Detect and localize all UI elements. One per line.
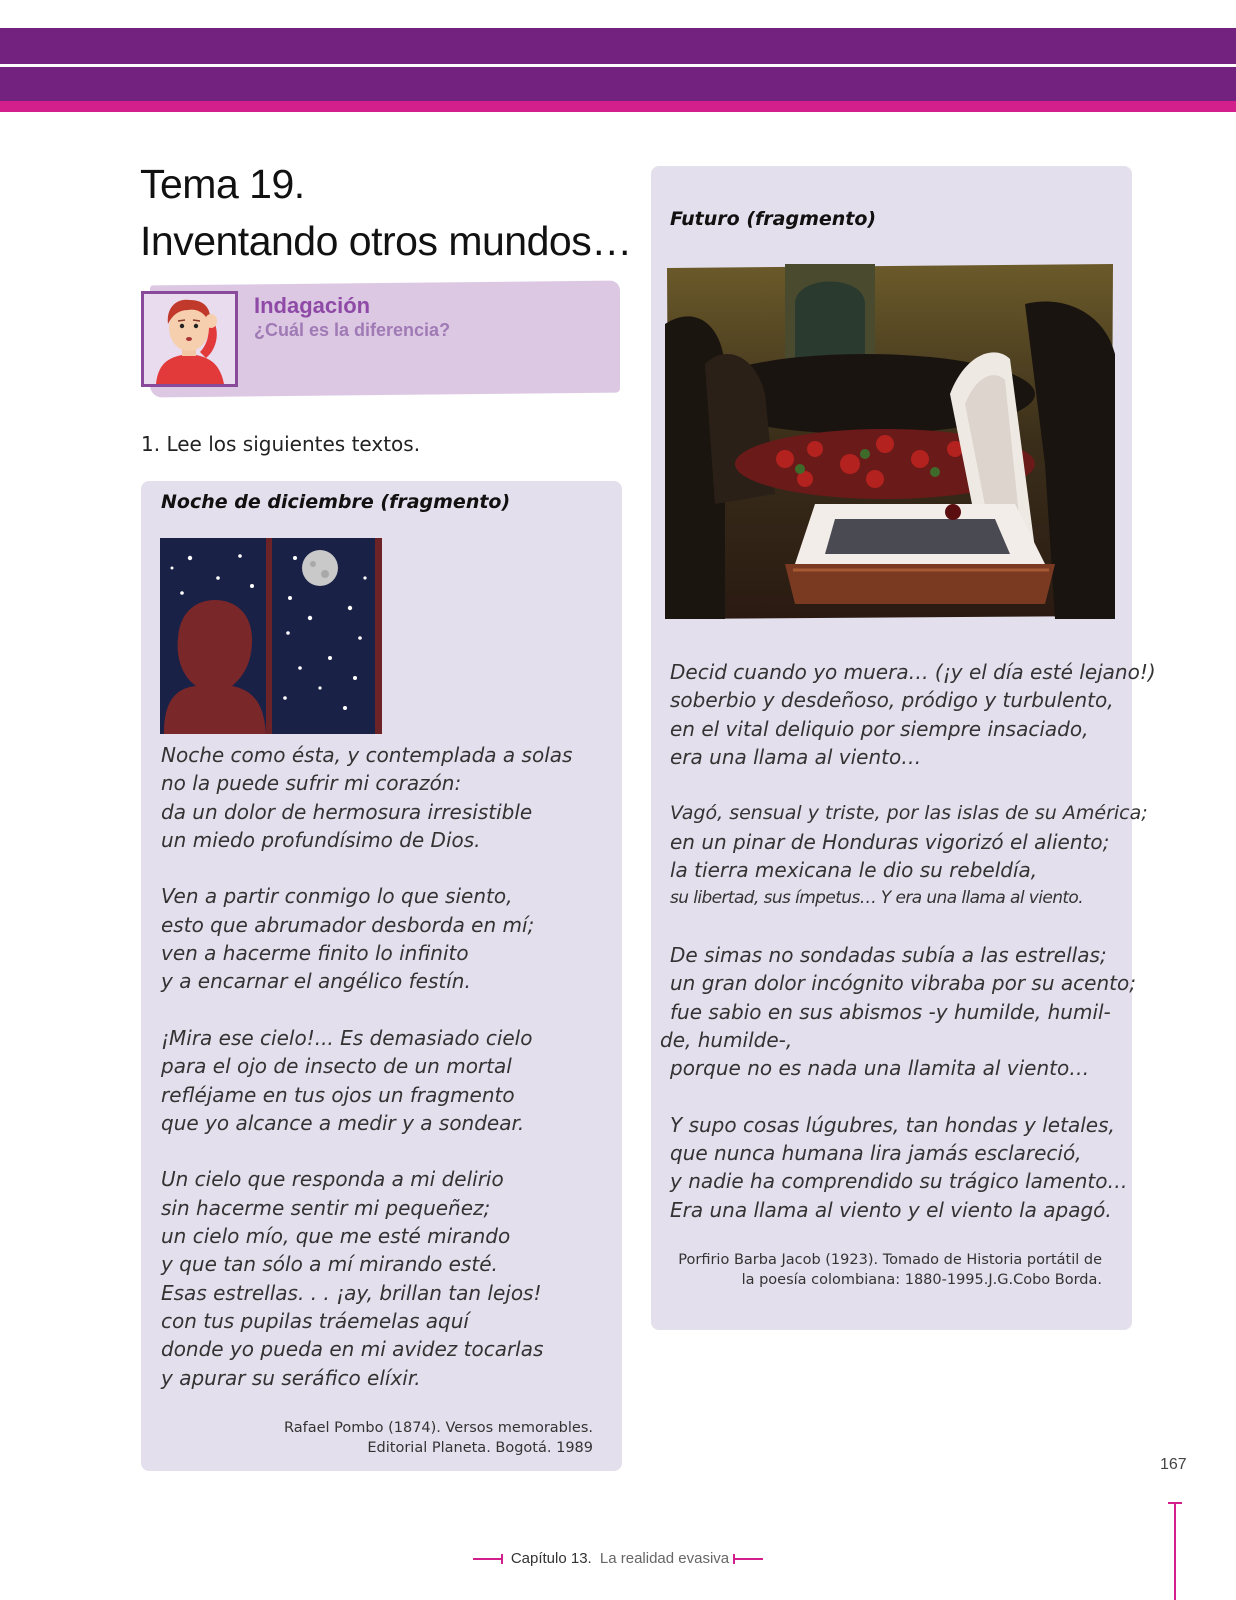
poem-line: soberbio y desdeñoso, pródigo y turbulento,: [670, 688, 1114, 713]
poem-line: Ven a partir conmigo lo que siento,: [161, 884, 513, 909]
credit-line: Porfirio Barba Jacob (1923). Tomado de Historia portátil de: [678, 1252, 1102, 1268]
poem-line: Noche como ésta, y contemplada a solas: [161, 743, 573, 767]
poem-line: ven a hacerme finito lo infinito: [161, 941, 469, 966]
credit-line: la poesía colombiana: 1880-1995.J.G.Cobo Borda.: [741, 1272, 1102, 1288]
poem-right-stanza: [670, 799, 1156, 912]
poem-line: ¡Mira ese cielo!... Es demasiado cielo: [161, 1025, 533, 1050]
poem-line: no la puede sufrir mi corazón:: [161, 771, 462, 796]
header-accent-stripe: [0, 101, 1236, 112]
poem-line: era una llama al viento…: [670, 744, 922, 769]
header-banner: [0, 28, 1236, 64]
funeral-photo: [665, 264, 1115, 619]
indagacion-subtitle: ¿Cuál es la diferencia?: [254, 320, 451, 340]
poem-line: que nunca humana lira jamás esclareció,: [670, 1141, 1082, 1166]
poem-line: de, humilde-,: [660, 1027, 793, 1052]
poem-line: porque no es nada una llamita al viento…: [670, 1056, 1090, 1081]
poem-line: con tus pupilas tráemelas aquí: [161, 1308, 469, 1333]
poem-left-stanza: [161, 1165, 572, 1391]
poem-line: Un cielo que responda a mi delirio: [161, 1167, 504, 1192]
poem-line: un gran dolor incógnito vibraba por su acento;: [670, 971, 1136, 996]
poem-line: donde yo pueda en mi avidez tocarlas: [161, 1337, 544, 1362]
poem-line: la tierra mexicana le dio su rebeldía,: [670, 858, 1038, 883]
poem-line: en el vital deliquio por siempre insaciado,: [670, 716, 1089, 741]
poem-left-stanza: [161, 741, 572, 854]
poem-left-stanza: [161, 882, 572, 995]
poem-line: da un dolor de hermosura irresistible: [161, 799, 533, 824]
credit-line: Editorial Planeta. Bogotá. 1989: [367, 1440, 593, 1456]
poem-right-credit: [678, 1250, 1102, 1290]
poem-line: en un pinar de Honduras vigorizó el aliento;: [670, 829, 1110, 854]
poem-left-credit: [284, 1418, 593, 1458]
indagacion-character-icon: [141, 291, 238, 387]
footer-chapter: Capítulo 13.: [510, 1550, 592, 1567]
header-banner-lower: [0, 67, 1236, 101]
title-line-2: Inventando otros mundos…: [140, 218, 632, 264]
page-number: 167: [1160, 1456, 1187, 1473]
poem-left-title: Noche de diciembre (fragmento): [161, 491, 511, 513]
poem-right-stanza: [670, 658, 1156, 771]
poem-line: para el ojo de insecto de un mortal: [161, 1054, 512, 1079]
poem-line: sin hacerme sentir mi pequeñez;: [161, 1195, 491, 1220]
poem-line: esto que abrumador desborda en mí;: [161, 912, 535, 937]
poem-line: que yo alcance a medir y a sondear.: [161, 1110, 525, 1135]
poem-line: y a encarnar el angélico festín.: [161, 969, 471, 994]
poem-left-body: [161, 741, 572, 1392]
indagacion-title: Indagación: [254, 293, 371, 318]
poem-line: y que tan sólo a mí mirando esté.: [161, 1252, 498, 1277]
poem-line: y nadie ha comprendido su trágico lamento…: [670, 1169, 1128, 1194]
page-title: [140, 156, 632, 270]
poem-right-stanza: [670, 1111, 1156, 1224]
poem-line: refléjame en tus ojos un fragmento: [161, 1082, 515, 1107]
poem-line: Vagó, sensual y triste, por las islas de su América;: [670, 802, 1148, 825]
poem-line: Esas estrellas. . . ¡ay, brillan tan lejos!: [161, 1280, 542, 1305]
credit-line: Rafael Pombo (1874). Versos memorables.: [283, 1420, 593, 1436]
poem-right-title: Futuro (fragmento): [670, 208, 877, 230]
footer-right-bar: [733, 1558, 763, 1560]
poem-right-stanza: [660, 941, 1156, 1082]
night-window-illustration: [160, 538, 382, 734]
chapter-footer: [0, 1550, 1236, 1567]
footer-chapter-title: La realidad evasiva: [599, 1550, 730, 1567]
poem-line: Decid cuando yo muera… (¡y el día esté lejano!): [670, 660, 1156, 684]
poem-left-stanza: [161, 1024, 572, 1137]
poem-line: y apurar su seráfico elíxir.: [161, 1365, 421, 1390]
poem-right-body: [660, 658, 1156, 1224]
poem-line: un miedo profundísimo de Dios.: [161, 827, 481, 852]
poem-line: De simas no sondadas subía a las estrellas;: [670, 942, 1107, 967]
poem-line: fue sabio en sus abismos -y humilde, humil-: [670, 999, 1111, 1024]
poem-line: su libertad, sus ímpetus… Y era una llama al viento.: [670, 888, 1084, 909]
poem-line: un cielo mío, que me esté mirando: [161, 1224, 511, 1249]
poem-line: Era una llama al viento y el viento la apagó.: [670, 1197, 1112, 1222]
title-line-1: Tema 19.: [140, 161, 305, 207]
instruction-text: 1. Lee los siguientes textos.: [141, 432, 421, 456]
footer-left-bar: [473, 1558, 503, 1560]
poem-line: Y supo cosas lúgubres, tan hondas y letales,: [670, 1112, 1115, 1137]
